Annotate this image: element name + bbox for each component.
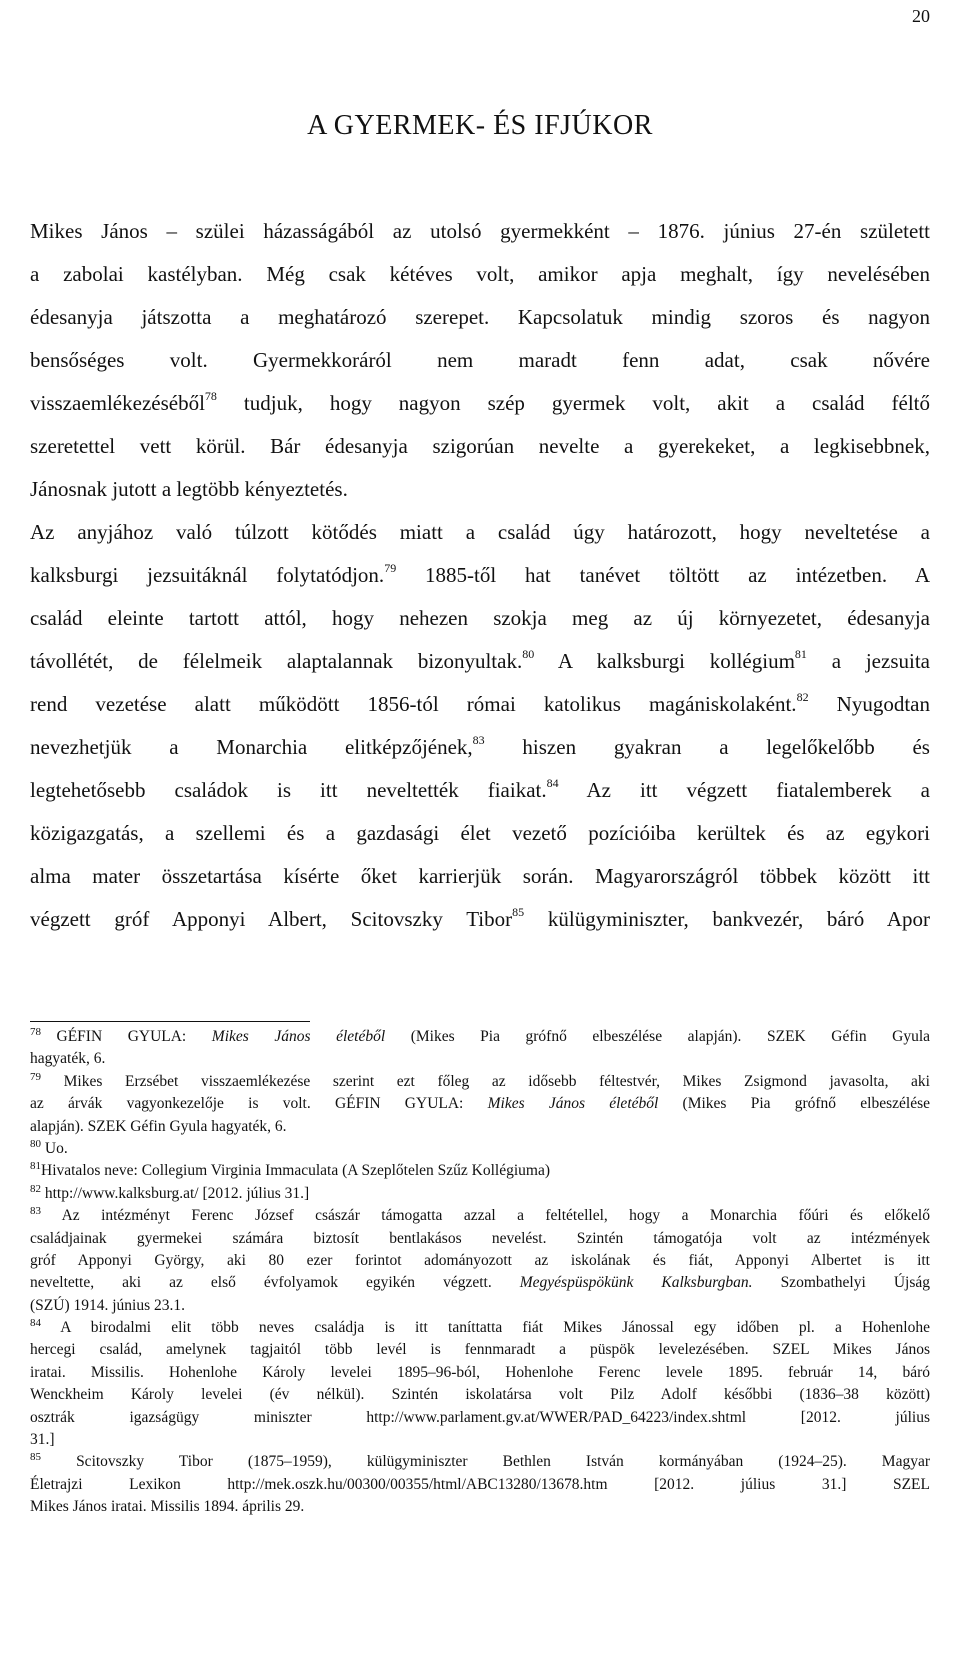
footnote-reference[interactable]: 79 [384, 561, 397, 575]
footnote-number: 85 [30, 1451, 41, 1464]
footnote-text-segment: Szombathelyi Újság [752, 1274, 930, 1292]
footnote-line [30, 1407, 930, 1429]
body-text-segment: A kalksburgi kollégium [534, 649, 795, 673]
footnote-text-segment: (SZÚ) 1914. június 23.1. [30, 1296, 185, 1314]
body-text-segment: visszaemlékezéséből [30, 391, 205, 415]
body-line [30, 597, 930, 640]
footnote-text-segment: Scitovszky Tibor (1875–1959), külügyminiszter Bethlen István kormányában (1924–25). Magyar [41, 1453, 930, 1471]
footnote-italic-title: Mikes János életéből [487, 1095, 659, 1113]
body-text-segment: külügyminiszter, bankvezér, báró Apor [524, 907, 930, 931]
chapter-title: A GYERMEK- ÉS IFJÚKOR [307, 110, 653, 141]
footnote-text-segment: alapján). SZEK Géfin Gyula hagyaték, 6. [30, 1117, 287, 1135]
footnote-number: 79 [30, 1070, 41, 1083]
footnote-line [30, 1116, 930, 1138]
footnote-text-segment: http://www.kalksburg.at/ [2012. július 31.] [41, 1184, 310, 1202]
body-text-segment: legtehetősebb családok is itt neveltették fiaikat. [30, 778, 547, 802]
body-text-segment: tudjuk, hogy nagyon szép gyermek volt, akit a család féltő [216, 391, 930, 415]
footnote-text-segment: az árvák vagyonkezelője is volt. GÉFIN GYULA: [30, 1095, 488, 1113]
footnote-line [30, 1496, 930, 1518]
body-text-segment: család eleinte tartott attól, hogy nehezen szokja meg az új környezetet, édesanyja [30, 606, 930, 630]
footnote-line [30, 1048, 930, 1070]
body-text-segment: 1885-től hat tanévet töltött az intézetben. A [396, 563, 930, 587]
footnote-line [30, 1183, 930, 1205]
footnote-reference[interactable]: 85 [512, 905, 525, 919]
footnote-text-segment: GÉFIN GYULA: [56, 1028, 212, 1045]
footnote-text-segment: iratai. Missilis. Hohenlohe Károly levelei 1895–96-ból, Hohenlohe Ferenc levele 1895. február 14, báró [30, 1363, 930, 1381]
page-number: 20 [912, 6, 930, 26]
body-line [30, 382, 930, 425]
body-line [30, 726, 930, 769]
footnote-text-segment: Uo. [41, 1139, 68, 1157]
footnote-text-segment: osztrák igazságügy miniszter http://www.parlament.gv.at/WWER/PAD_64223/index.shtml [2012. július [30, 1408, 930, 1426]
body-line [30, 296, 930, 339]
body-text-segment: Nyugodtan [808, 692, 930, 716]
footnote-reference[interactable]: 81 [794, 647, 807, 661]
body-line [30, 898, 930, 941]
body-text-segment: nevezhetjük a Monarchia elitképzőjének, [30, 735, 473, 759]
body-text-segment: alma mater összetartása kísérte őket karrierjük során. Magyarországról többek között itt [30, 864, 930, 888]
footnote-text-segment: hagyaték, 6. [30, 1050, 106, 1068]
footnote-line [30, 1384, 930, 1406]
body-line [30, 468, 930, 511]
body-line [30, 812, 930, 855]
footnote-text-segment: 31.] [30, 1431, 55, 1449]
footnote-reference[interactable]: 84 [546, 776, 559, 790]
footnote-line [30, 1317, 930, 1339]
footnote-line [30, 1451, 930, 1473]
body-text-segment: hiszen gyakran a legelőkelőbb és [484, 735, 930, 759]
footnote-line [30, 1250, 930, 1272]
footnote-text-segment: neveltette, aki az első évfolyamok egyikén végzett. [30, 1274, 520, 1292]
footnote-text-segment: családjainak gyermekei számára biztosít bentlakásos nevelést. Szintén támogatója volt az intézmények [30, 1229, 930, 1247]
footnote-line [30, 1093, 930, 1115]
footnote-number: 82 [30, 1182, 41, 1195]
body-text-segment: távollétét, de félelmeik alaptalannak bizonyultak. [30, 649, 523, 673]
body-line [30, 554, 930, 597]
body-line [30, 769, 930, 812]
footnote-number: 84 [30, 1317, 41, 1330]
footnotes [30, 1026, 930, 1519]
footnote-italic-title: Megyéspüspökünk Kalksburgban. [519, 1274, 753, 1292]
body-text-segment: a zabolai kastélyban. Még csak kétéves volt, amikor apja meghalt, így nevelésében [30, 262, 930, 286]
footnote-line [30, 1205, 930, 1227]
footnote-number: 78 [30, 1026, 41, 1038]
body-text [30, 210, 930, 941]
footnote-reference[interactable]: 83 [472, 733, 485, 747]
footnote-line [30, 1071, 930, 1093]
footnote-line [30, 1339, 930, 1361]
body-line [30, 210, 930, 253]
footnote-line [30, 1362, 930, 1384]
footnote-text-segment: gróf Apponyi György, aki 80 ezer forintot adományozott az iskolának és fiát, Apponyi Albertet is itt [30, 1251, 930, 1269]
body-line [30, 339, 930, 382]
body-line [30, 683, 930, 726]
footnote-text-segment: Mikes János iratai. Missilis 1894. április 29. [30, 1498, 305, 1516]
body-line [30, 511, 930, 554]
body-text-segment: szeretettel vett körül. Bár édesanyja szigorúan nevelte a gyerekeket, a legkisebbnek, [30, 434, 930, 458]
footnote-italic-title: Mikes János életéből [211, 1028, 386, 1045]
body-text-segment: Az itt végzett fiatalemberek a [558, 778, 931, 802]
footnote-reference[interactable]: 80 [522, 647, 535, 661]
footnote-line [30, 1429, 930, 1451]
body-text-segment: bensőséges volt. Gyermekkoráról nem maradt fenn adat, csak nővére [30, 348, 930, 372]
footnote-number: 83 [30, 1205, 41, 1218]
footnote-line [30, 1295, 930, 1317]
body-text-segment: édesanyja játszotta a meghatározó szerepet. Kapcsolatuk mindig szoros és nagyon [30, 305, 930, 329]
body-line [30, 253, 930, 296]
footnote-line [30, 1160, 930, 1182]
footnote-text-segment: (Mikes Pia grófnő elbeszélése [658, 1095, 930, 1113]
footnote-text-segment: (Mikes Pia grófnő elbeszélése alapján). SZEK Géfin Gyula [385, 1028, 931, 1045]
footnote-text-segment: Mikes Erzsébet visszaemlékezése szerint ezt főleg az idősebb féltestvér, Mikes Zsigmond javasolta, aki [41, 1072, 930, 1090]
footnote-reference[interactable]: 82 [796, 690, 809, 704]
footnote-text-segment: Életrajzi Lexikon http://mek.oszk.hu/00300/00355/html/ABC13280/13678.htm [2012. július 31.] SZEL [30, 1475, 930, 1493]
body-text-segment: a jezsuita [806, 649, 930, 673]
body-text-segment: rend vezetése alatt működött 1856-tól római katolikus magániskolaként. [30, 692, 797, 716]
body-line [30, 425, 930, 468]
body-text-segment: végzett gróf Apponyi Albert, Scitovszky Tibor [30, 907, 513, 931]
footnote-text-segment: Wenckheim Károly levelei (év nélkül). Szintén iskolatársa volt Pilz Adolf későbbi (1836–38 között) [30, 1386, 930, 1404]
footnote-line [30, 1272, 930, 1294]
footnote-text-segment: Hivatalos neve: Collegium Virginia Immaculata (A Szeplőtelen Szűz Kollégiuma) [41, 1162, 551, 1180]
footnote-reference[interactable]: 78 [204, 389, 217, 403]
body-text-segment: Jánosnak jutott a legtöbb kényeztetés. [30, 477, 348, 501]
footnote-line [30, 1228, 930, 1250]
body-line [30, 640, 930, 683]
body-text-segment: Mikes János – szülei házasságából az utolsó gyermekként – 1876. június 27-én született [30, 219, 930, 243]
footnote-text-segment: hercegi család, amelynek tagjaitól több levél is fennmaradt a püspök levelezésében. SZEL Mikes János [30, 1341, 930, 1359]
footnote-number: 81 [30, 1160, 41, 1173]
body-text-segment: közigazgatás, a szellemi és a gazdasági élet vezető pozícióiba kerültek és az egykori [30, 821, 930, 845]
footnote-number: 80 [30, 1137, 41, 1150]
footnote-text-segment: A birodalmi elit több neves családja is itt taníttatta fiát Mikes Jánossal egy időben pl. a Hohenlohe [41, 1319, 930, 1337]
footnote-line [30, 1026, 930, 1048]
footnote-text-segment: Az intézményt Ferenc József császár támogatta azzal a feltétellel, hogy a Monarchia főúri és előkelő [41, 1207, 930, 1225]
body-line [30, 855, 930, 898]
footnote-line [30, 1474, 930, 1496]
body-text-segment: Az anyjához való túlzott kötődés miatt a család úgy határozott, hogy neveltetése a [30, 520, 930, 544]
footnote-line [30, 1138, 930, 1160]
footnote-separator [30, 1021, 310, 1022]
body-text-segment: kalksburgi jezsuitáknál folytatódjon. [30, 563, 385, 587]
